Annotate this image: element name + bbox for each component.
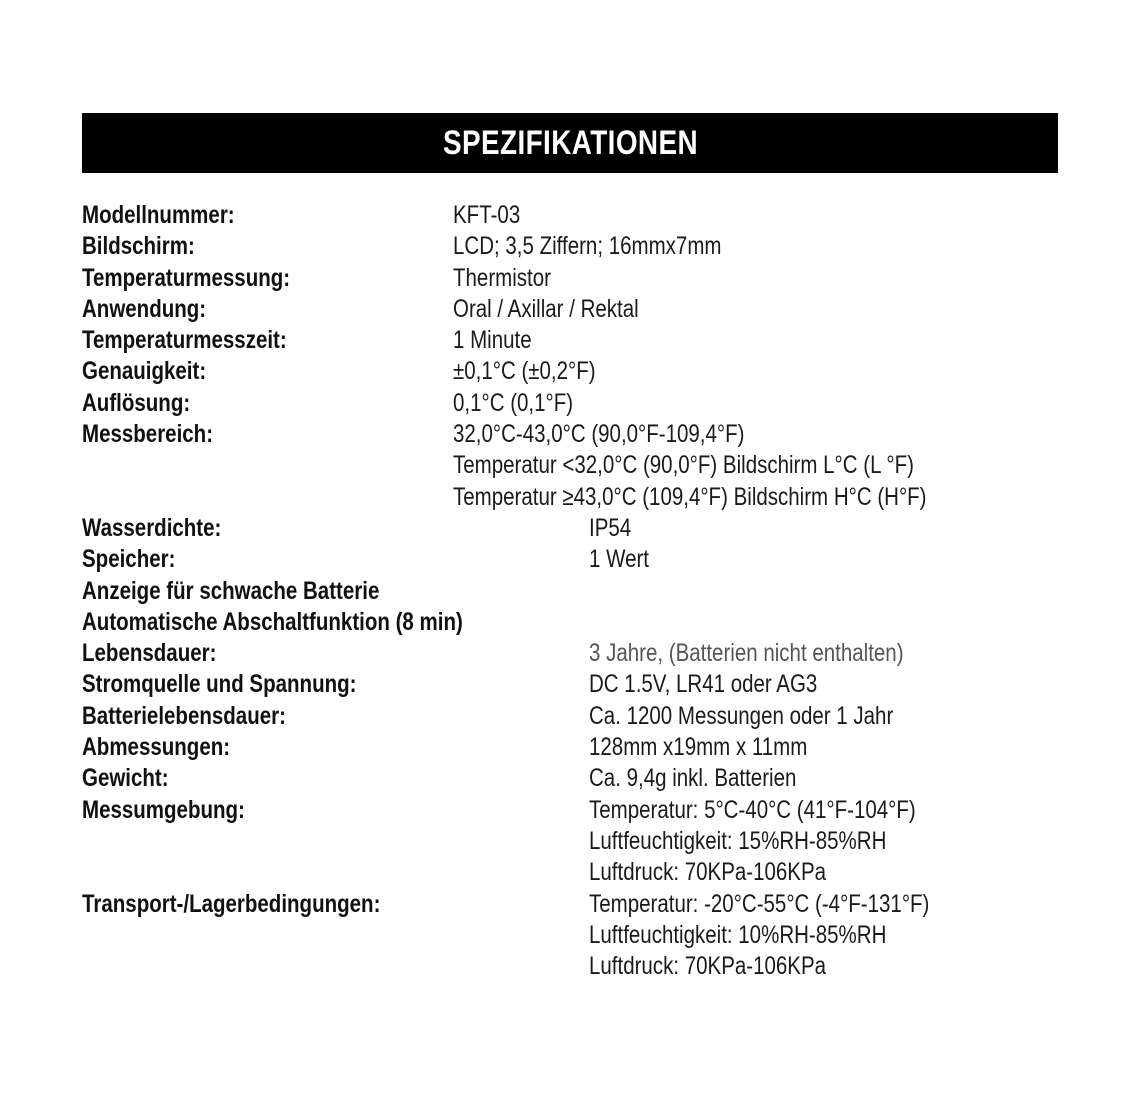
spec-value-memory: 1 Wert [589, 545, 650, 574]
spec-value-accuracy: ±0,1°C (±0,2°F) [453, 357, 596, 386]
spec-value-battery-life: Ca. 1200 Messungen oder 1 Jahr [589, 701, 894, 730]
spec-value-application: Oral / Axillar / Rektal [453, 294, 639, 323]
spec-row-environment-cont [82, 857, 1058, 888]
spec-value-range-3: Temperatur ≥43,0°C (109,4°F) Bildschirm H°C (H°F) [453, 482, 927, 511]
spec-row-storage-cont [82, 920, 1058, 951]
spec-row-low-battery [82, 576, 1058, 607]
spec-label-weight: Gewicht: [82, 764, 169, 793]
spec-label-range: Messbereich: [82, 420, 214, 449]
spec-value-storage-1: Temperatur: -20°C-55°C (-4°F-131°F) [589, 889, 930, 918]
spec-row-battery-life [82, 701, 1058, 732]
spec-label-measurement: Temperaturmessung: [82, 263, 291, 292]
spec-row-application [82, 294, 1058, 325]
spec-value-environment-2: Luftfeuchtigkeit: 15%RH-85%RH [589, 826, 887, 855]
spec-label-resolution: Auflösung: [82, 388, 191, 417]
section-header [82, 113, 1058, 173]
spec-row-range-cont [82, 482, 1058, 513]
spec-table [82, 200, 1058, 982]
spec-row-range-cont [82, 450, 1058, 481]
spec-label-low-battery: Anzeige für schwache Batterie [82, 576, 380, 605]
spec-label-accuracy: Genauigkeit: [82, 357, 207, 386]
spec-label-memory: Speicher: [82, 545, 176, 574]
spec-row-dimensions [82, 732, 1058, 763]
spec-value-weight: Ca. 9,4g inkl. Batterien [589, 764, 797, 793]
spec-label-display: Bildschirm: [82, 232, 195, 261]
spec-value-power: DC 1.5V, LR41 oder AG3 [589, 670, 818, 699]
spec-row-range [82, 419, 1058, 450]
spec-label-measure-time: Temperaturmesszeit: [82, 326, 287, 355]
spec-value-waterproof: IP54 [589, 513, 632, 542]
spec-label-application: Anwendung: [82, 294, 207, 323]
spec-value-environment-3: Luftdruck: 70KPa-106KPa [589, 858, 827, 887]
spec-value-range-2: Temperatur <32,0°C (90,0°F) Bildschirm L°C (L °F) [453, 451, 914, 480]
spec-label-battery-life: Batterielebensdauer: [82, 701, 286, 730]
spec-label-power: Stromquelle und Spannung: [82, 670, 357, 699]
spec-row-weight [82, 763, 1058, 794]
spec-label-environment: Messumgebung: [82, 795, 245, 824]
spec-label-waterproof: Wasserdichte: [82, 513, 222, 542]
spec-value-resolution: 0,1°C (0,1°F) [453, 388, 574, 417]
spec-value-lifetime: 3 Jahre, (Batterien nicht enthalten) [589, 639, 904, 668]
spec-row-model [82, 200, 1058, 231]
spec-value-measure-time: 1 Minute [453, 326, 532, 355]
spec-row-environment-cont [82, 826, 1058, 857]
spec-row-storage [82, 889, 1058, 920]
spec-row-waterproof [82, 513, 1058, 544]
spec-label-auto-off: Automatische Abschaltfunktion (8 min) [82, 607, 463, 636]
spec-value-measurement: Thermistor [453, 263, 551, 292]
spec-row-lifetime [82, 638, 1058, 669]
spec-row-resolution [82, 388, 1058, 419]
spec-value-environment-1: Temperatur: 5°C-40°C (41°F-104°F) [589, 795, 916, 824]
section-title: SPEZIFIKATIONEN [442, 123, 698, 162]
spec-value-display: LCD; 3,5 Ziffern; 16mmx7mm [453, 232, 722, 261]
spec-value-range-1: 32,0°C-43,0°C (90,0°F-109,4°F) [453, 420, 745, 449]
spec-row-measurement [82, 263, 1058, 294]
spec-row-storage-cont [82, 951, 1058, 982]
spec-row-power [82, 669, 1058, 700]
spec-label-storage: Transport-/Lagerbedingungen: [82, 889, 381, 918]
spec-row-measure-time [82, 325, 1058, 356]
spec-row-display [82, 231, 1058, 262]
spec-label-dimensions: Abmessungen: [82, 733, 231, 762]
spec-row-environment [82, 795, 1058, 826]
spec-label-model: Modellnummer: [82, 201, 235, 229]
spec-value-storage-2: Luftfeuchtigkeit: 10%RH-85%RH [589, 920, 887, 949]
spec-row-accuracy [82, 356, 1058, 387]
spec-label-lifetime: Lebensdauer: [82, 639, 217, 668]
spec-value-storage-3: Luftdruck: 70KPa-106KPa [589, 952, 827, 981]
spec-row-auto-off [82, 607, 1058, 638]
spec-row-memory [82, 544, 1058, 575]
spec-value-model: KFT-03 [453, 201, 521, 229]
spec-value-dimensions: 128mm x19mm x 11mm [589, 733, 808, 762]
